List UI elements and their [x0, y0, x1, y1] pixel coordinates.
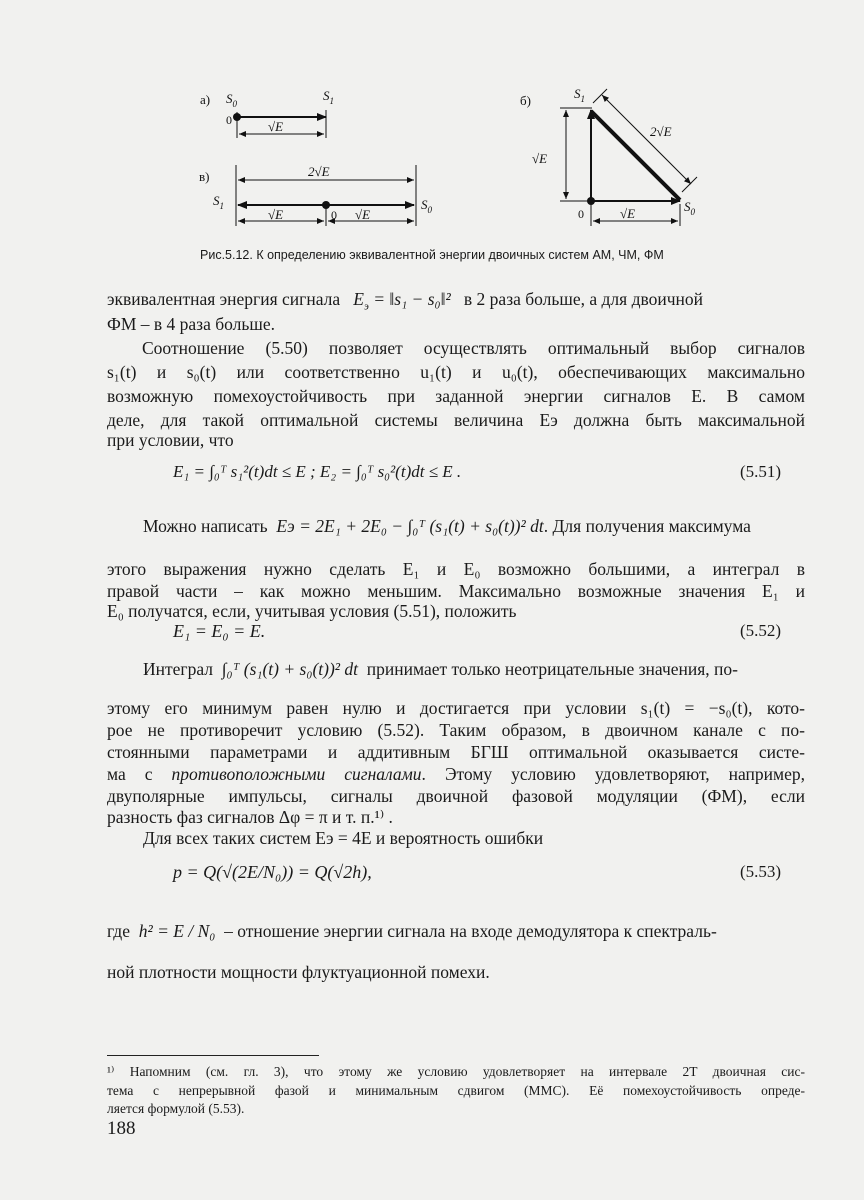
text: эквивалентная энергия сигнала [107, 289, 341, 309]
paragraph-line: Для всех таких систем Eэ = 4E и вероятность ошибки [143, 828, 544, 848]
panel-b-tick [682, 177, 697, 192]
panel-b-s1: $S_1$ [574, 86, 585, 104]
panel-b-origin: 0 [578, 207, 584, 221]
paragraph-line: ной плотности мощности флуктуационной помехи. [107, 962, 490, 982]
footnote-line: тема с непрерывной фазой и минимальным сдвигом (ММС). Её помехоустойчивость опреде- [107, 1083, 805, 1098]
panel-b-s0: $S_0$ [684, 199, 695, 217]
paragraph-line: при условии, что [107, 430, 234, 450]
panel-v-s0: $S_0$ [421, 197, 432, 215]
inline-formula: ∫₀ᵀ (s₁(t) + s₀(t))² dt [221, 659, 359, 679]
paragraph-line: ма с противоположными сигналами. Этому условию удовлетворяют, например, [107, 764, 805, 784]
page-number: 188 [107, 1118, 136, 1139]
panel-a-label: а) [200, 92, 211, 107]
emphasis: противоположными сигналами [171, 764, 422, 784]
paragraph-line: E₀ получатся, если, учитывая условия (5.51), положить [107, 601, 517, 621]
panel-b-horizontal: √E [620, 206, 636, 221]
panel-v-origin: 0 [331, 208, 337, 222]
paragraph-line: s₁(t) и s₀(t) или соответственно u₁(t) и u₀(t), обеспечивающих максимально [107, 362, 805, 382]
figure-caption: Рис.5.12. К определению эквивалентной энергии двоичных систем АМ, ЧМ, ФМ [200, 248, 664, 262]
equation-number: (5.51) [740, 462, 782, 481]
panel-a-s0: $S_0$ [226, 91, 237, 109]
figure-5-12 [0, 0, 864, 280]
paragraph-line: разность фаз сигналов Δφ = π и т. п.¹⁾ . [107, 807, 393, 827]
paragraph-line: этого выражения нужно сделать E₁ и E₀ возможно большими, а интеграл в [107, 559, 805, 579]
line-2: ФМ – в 4 раза больше. [107, 314, 275, 334]
footnote-line: ляется формулой (5.53). [107, 1101, 245, 1116]
paragraph-line: деле, для такой оптимальной системы величина Eэ должна быть максимальной [107, 410, 805, 430]
equation-5-53: p = Q(√(2E/N₀)) = Q(√2h), [173, 862, 372, 882]
text: в 2 раза больше, а для двоичной [463, 289, 704, 309]
equation-number: (5.52) [740, 621, 782, 640]
equivalent-energy-formula: $E_э$ = ‖s₁ − s₀‖² [353, 289, 451, 313]
paragraph-line: где h² = E / N₀ – отношение энергии сигнала на входе демодулятора к спектраль- [107, 921, 717, 941]
panel-v-origin-point [322, 201, 330, 209]
paragraph-line: правой части – как можно меньшим. Максимально возможные значения E₁ и [107, 581, 805, 601]
panel-v-left: √E [268, 207, 284, 222]
panel-v-label: в) [199, 169, 210, 184]
panel-a-s1: $S_1$ [323, 88, 334, 106]
panel-b-dim-diagonal [602, 95, 691, 184]
panel-v [199, 164, 433, 226]
equation-5-52: E₁ = E₀ = E. [173, 621, 266, 641]
panel-a [200, 88, 334, 138]
panel-v-total: 2√E [308, 164, 330, 179]
panel-b-tick [593, 89, 607, 103]
paragraph-line: рое не противоречит условию (5.52). Таким образом, в двоичном канале с по- [107, 720, 805, 740]
equation-number: (5.53) [740, 862, 782, 881]
footnote-rule [107, 1055, 319, 1056]
paragraph-line: двуполярные импульсы, сигналы двоичной фазовой модуляции (ФМ), если [107, 786, 805, 806]
panel-a-origin: 0 [226, 113, 232, 127]
footnote-line: ¹⁾ Напомним (см. гл. 3), что этому же условию удовлетворяет на интервале 2T двоичная сис- [107, 1064, 805, 1079]
paragraph-line: стоянными параметрами и аддитивным БГШ оптимальной оказывается систе- [107, 742, 805, 762]
panel-b-vertical: √E [532, 151, 548, 166]
paragraph-line: Интеграл ∫₀ᵀ (s₁(t) + s₀(t))² dt принимает только неотрицательные значения, по- [143, 659, 738, 679]
paragraph-line: возможную помехоустойчивость при заданной энергии сигналов E. В самом [107, 386, 805, 406]
panel-b-diagonal: 2√E [650, 124, 672, 139]
paragraph-line: Соотношение (5.50) позволяет осуществлять оптимальный выбор сигналов [142, 338, 805, 358]
equation-5-51: E₁ = ∫₀ᵀ s₁²(t)dt ≤ E ; E₂ = ∫₀ᵀ s₀²(t)dt ≤ E . [173, 462, 462, 481]
inline-formula: h² = E / N₀ [138, 921, 216, 941]
panel-b-label: б) [520, 93, 531, 108]
inline-formula: Eэ = 2E₁ + 2E₀ − ∫₀ᵀ (s₁(t) + s₀(t))² dt [276, 516, 544, 536]
panel-a-length: √E [268, 119, 284, 134]
panel-b-origin-point [587, 197, 595, 205]
panel-v-right: √E [355, 207, 371, 222]
panel-b [520, 86, 697, 226]
paragraph-line: этому его минимум равен нулю и достигается при условии s₁(t) = −s₀(t), кото- [107, 698, 805, 718]
paragraph-line: Можно написать Eэ = 2E₁ + 2E₀ − ∫₀ᵀ (s₁(t) + s₀(t))² dt. Для получения максимума [143, 516, 751, 536]
panel-v-s1: $S_1$ [213, 193, 224, 211]
